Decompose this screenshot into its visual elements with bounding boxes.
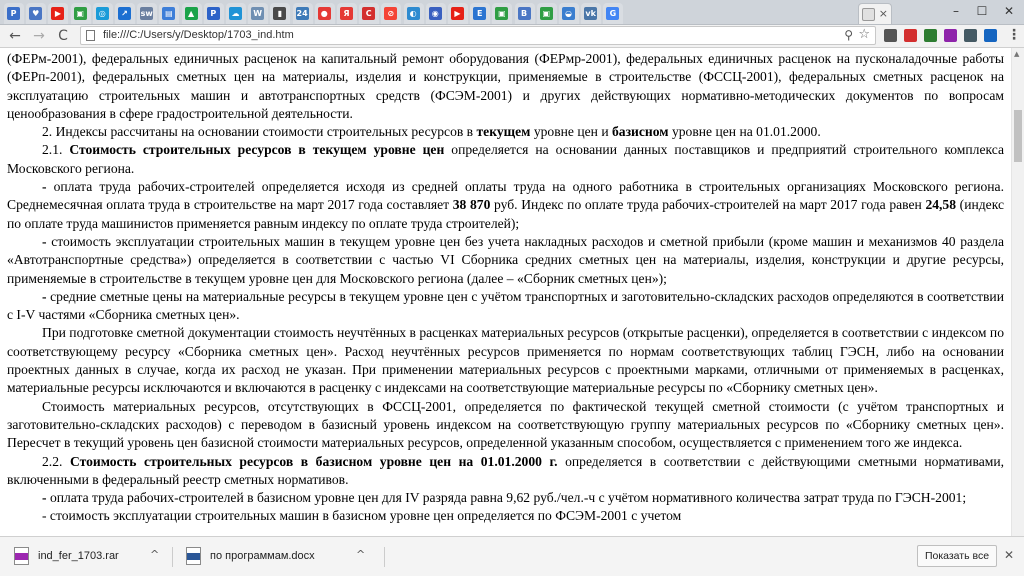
maximize-button[interactable]: ☐ xyxy=(976,4,988,18)
browser-tab[interactable] xyxy=(293,3,313,24)
tab-favicon-icon: ▤ xyxy=(162,7,175,20)
active-tab[interactable] xyxy=(858,3,892,24)
bold-text: 38 870 xyxy=(452,197,491,213)
tab-favicon-icon: W xyxy=(251,7,264,20)
bold-text: - xyxy=(42,490,50,506)
browser-tab[interactable] xyxy=(204,3,224,24)
tab-favicon-icon: ⊘ xyxy=(384,7,397,20)
tab-favicon-icon: P xyxy=(207,7,220,20)
tab-favicon-icon: ▣ xyxy=(495,7,508,20)
extension-icon[interactable] xyxy=(984,29,997,42)
tab-favicon-icon: ▮ xyxy=(273,7,286,20)
back-button[interactable]: ← xyxy=(9,28,21,44)
tab-favicon-icon: ◒ xyxy=(562,7,575,20)
download-item-rar[interactable] xyxy=(14,545,164,569)
document-paragraph: - стоимость эксплуатации строительных машин в текущем уровне цен без учета накладных расходов и сметной прибыли (кроме машин и механизмов 40 раздела «Автотранспортные средства») определяется в соответствии с частью VI Сборника средних сметных цен на материалы, изделия, конструкции и другие ресурсы, применяемые в строительстве в текущем уровне цен для Московского региона (далее – «Сборник сметных цен»); xyxy=(7,233,1004,286)
page-content xyxy=(0,48,1011,536)
download-filename: ind_fer_1703.rar xyxy=(38,550,119,562)
browser-tab[interactable] xyxy=(270,3,290,24)
chevron-up-icon[interactable]: ^ xyxy=(356,548,366,561)
page-icon xyxy=(86,30,95,41)
tab-favicon-icon: B xyxy=(518,7,531,20)
browser-tab[interactable] xyxy=(603,3,623,24)
minimize-button[interactable]: – xyxy=(953,4,959,18)
document-paragraph: - оплата труда рабочих-строителей определяется исходя из средней оплаты труда на одного работника в строительных организациях Московского региона. Среднемесячная оплата труда в строительстве на март 2017 года составляет 38 870 руб. Индекс по оплате труда рабочих-строителей на март 2017 года равен 24,58 (индекс по оплате труда машинистов применяется равным индексу по оплате труда строителей); xyxy=(7,179,1004,231)
bold-text: 24,58 xyxy=(925,197,957,213)
tab-favicon-icon: E xyxy=(473,7,486,20)
reload-button[interactable]: C xyxy=(58,28,68,44)
browser-tab[interactable] xyxy=(404,3,424,24)
document-paragraph: 2. Индексы рассчитаны на основании стоимости строительных ресурсов в текущем уровне цен и базисном уровне цен на 01.01.2000. xyxy=(42,124,821,140)
browser-tab[interactable] xyxy=(26,3,46,24)
scrollbar-thumb[interactable] xyxy=(1014,110,1022,162)
word-file-icon xyxy=(186,547,201,565)
forward-button[interactable]: → xyxy=(33,28,45,44)
vertical-scrollbar[interactable] xyxy=(1011,48,1024,536)
address-bar[interactable] xyxy=(80,26,876,45)
download-item-docx[interactable] xyxy=(186,545,376,569)
document-paragraph: 2.1. Стоимость строительных ресурсов в текущем уровне цен определяется на основании данных поставщиков и предприятий строительного комплекса Московского региона. xyxy=(7,142,1004,176)
archive-band xyxy=(15,553,28,560)
tab-favicon-icon: P xyxy=(7,7,20,20)
browser-tab[interactable] xyxy=(137,3,157,24)
browser-tab[interactable] xyxy=(515,3,535,24)
extension-icon[interactable] xyxy=(924,29,937,42)
tab-favicon-icon: sw xyxy=(140,9,153,18)
tab-favicon-icon: ↗ xyxy=(118,7,131,20)
browser-tab[interactable] xyxy=(159,3,179,24)
extension-icon[interactable] xyxy=(884,29,897,42)
extension-icon[interactable] xyxy=(904,29,917,42)
close-downloads-icon[interactable]: ✕ xyxy=(1004,548,1015,562)
scroll-up-icon[interactable]: ▲ xyxy=(1014,50,1020,58)
bold-text: Стоимость строительных ресурсов в текущем уровне цен xyxy=(69,142,445,158)
bold-text: текущем xyxy=(476,124,531,140)
bold-text: - xyxy=(42,233,52,249)
browser-tab[interactable] xyxy=(226,3,246,24)
browser-tab[interactable] xyxy=(470,3,490,24)
tab-favicon-icon: ▲ xyxy=(185,7,198,20)
tab-favicon-icon: ♥ xyxy=(29,7,42,20)
tab-favicon-icon: ▣ xyxy=(540,7,553,20)
document-paragraph: - средние сметные цены на материальные ресурсы в текущем уровне цен с учётом транспортных и заготовительно-складских расходов определяются в соответствии с I-V частями «Сборника сметных цен». xyxy=(7,288,1004,323)
bold-text: базисном xyxy=(612,124,669,140)
download-filename: по программам.docx xyxy=(210,550,315,562)
document-paragraph: При подготовке сметной документации стоимость неучтённых в расценках материальных ресурсов (открытые расценки), определяется в соответствии с индексом по соответствующему ресурсу «Сборника сметных цен». Расход неучтённых ресурсов применяется по нормам соответствующих таблиц ГЭСН, либо на основании проектных данных в случае, когда их расход не указан. При применении материальных ресурсов с проектными марками, отличными от применяемых в расценках, материальные ресурсы исключаются и включаются в расценку с индексами на соответствующие материальные ресурсы по «Сборнику сметных цен». xyxy=(7,325,1004,396)
tab-favicon-icon: ◐ xyxy=(407,7,420,20)
browser-tab[interactable] xyxy=(581,3,601,24)
tab-favicon-icon: ▣ xyxy=(74,7,87,20)
tab-favicon-icon: ◉ xyxy=(429,7,442,20)
tab-favicon-icon: ◎ xyxy=(96,7,109,20)
tab-favicon-icon: G xyxy=(606,7,619,20)
close-tab-icon[interactable]: × xyxy=(878,7,888,20)
show-all-downloads-button[interactable]: Показать все xyxy=(917,545,997,567)
document-body xyxy=(0,50,1011,526)
document-paragraph: Стоимость материальных ресурсов, отсутствующих в ФССЦ-2001, определяется по фактической текущей сметной стоимости (с учётом транспортных и заготовительно-складских расходов) с переводом в базисный уровень индексом на соответствующую группу материальных ресурсов по «Сборнику сметных цен». Пересчет в текущий уровень цен базисной стоимости материальных ресурсов, определенной указанным способом, осуществляется с применением того же индекса. xyxy=(7,398,1004,451)
divider xyxy=(172,547,173,567)
document-paragraph: - оплата труда рабочих-строителей в базисном уровне цен для IV разряда равна 9,62 руб./чел.-ч с учётом нормативного количества затрат труда по ГЭСН-2001; xyxy=(42,490,967,506)
extension-icon[interactable] xyxy=(964,29,977,42)
bold-text: - xyxy=(42,288,51,304)
close-window-button[interactable]: ✕ xyxy=(1003,4,1015,18)
browser-tab[interactable] xyxy=(537,3,557,24)
bookmark-star-icon[interactable]: ☆ xyxy=(858,27,870,42)
browser-toolbar xyxy=(0,25,1024,48)
browser-tab[interactable] xyxy=(48,3,68,24)
archive-file-icon xyxy=(14,547,29,565)
word-band xyxy=(187,553,200,560)
document-paragraph: 2.2. Стоимость строительных ресурсов в базисном уровне цен на 01.01.2000 г. определяется в соответствии с действующими сметными нормативами, включенными в федеральный реестр сметных нормативов. xyxy=(7,453,1005,487)
bold-text: - xyxy=(42,179,54,195)
downloads-bar xyxy=(0,536,1024,576)
divider xyxy=(384,547,385,567)
tab-favicon-icon: 24 xyxy=(296,9,308,18)
bold-text: Стоимость строительных ресурсов в базисном уровне цен на 01.01.2000 г. xyxy=(69,453,558,469)
tab-favicon-icon: Я xyxy=(340,7,353,20)
tab-favicon-icon xyxy=(862,8,875,21)
browser-tab[interactable] xyxy=(337,3,357,24)
chevron-up-icon[interactable]: ^ xyxy=(150,548,160,561)
menu-icon[interactable]: ⋮ xyxy=(1007,27,1021,43)
browser-tab[interactable] xyxy=(448,3,468,24)
browser-tab[interactable] xyxy=(381,3,401,24)
browser-tab[interactable] xyxy=(4,3,24,24)
tab-favicon-icon: ▶ xyxy=(51,7,64,20)
browser-tab[interactable] xyxy=(359,3,379,24)
browser-tab[interactable] xyxy=(71,3,91,24)
browser-tab[interactable] xyxy=(115,3,135,24)
url-text[interactable]: file:///C:/Users/y/Desktop/1703_ind.htm xyxy=(103,29,294,41)
tab-favicon-icon: ▶ xyxy=(451,7,464,20)
tab-favicon-icon: vk xyxy=(585,9,596,18)
document-paragraph: - стоимость эксплуатации строительных машин в базисном уровне цен определяется по ФСЭМ-2001 с учетом xyxy=(42,508,682,524)
extension-icon[interactable] xyxy=(944,29,957,42)
browser-tab[interactable] xyxy=(559,3,579,24)
browser-tab[interactable] xyxy=(182,3,202,24)
browser-tab[interactable] xyxy=(426,3,446,24)
browser-tab[interactable] xyxy=(315,3,335,24)
tab-favicon-icon: C xyxy=(362,7,375,20)
document-paragraph: (ФЕРм-2001), федеральных единичных расценок на капитальный ремонт оборудования (ФЕРмр-2001), федеральных единичных расценок на пусконаладочные работы (ФЕРп-2001), федеральных сметных цен на материалы, изделия и конструкции, применяемые в строительстве (ФССЦ-2001), федеральных сметных расценок на эксплуатацию строительных машин и автотранспортных средств (ФСЭМ-2001) и других действующих нормативно-методических документов по вопросам ценообразования в сфере градостроительной деятельности. xyxy=(7,51,1004,121)
tab-favicon-icon: ● xyxy=(318,7,331,20)
tab-strip xyxy=(0,0,1024,25)
browser-tab[interactable] xyxy=(492,3,512,24)
browser-tab[interactable] xyxy=(93,3,113,24)
search-icon[interactable]: ⚲ xyxy=(844,28,853,42)
tab-favicon-icon: ☁ xyxy=(229,7,242,20)
browser-tab[interactable] xyxy=(248,3,268,24)
